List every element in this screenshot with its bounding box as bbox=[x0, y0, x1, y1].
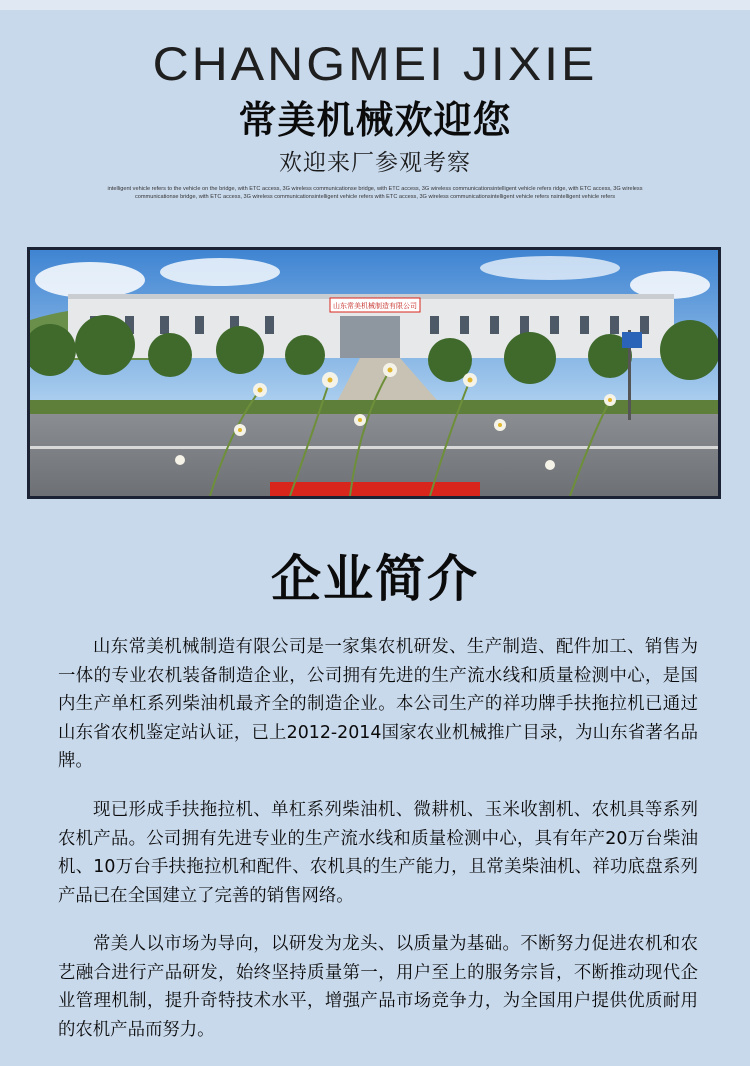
factory-gate bbox=[340, 316, 400, 358]
cloud bbox=[160, 258, 280, 286]
factory-photo-illustration bbox=[30, 250, 718, 496]
factory-sign-text: 山东常美机械制造有限公司 bbox=[333, 302, 417, 310]
cloud bbox=[35, 262, 145, 298]
road-marking bbox=[30, 446, 718, 449]
intro-paragraph-3: 常美人以市场为导向，以研发为龙头、以质量为基础。不断努力促进农机和农艺融合进行产品研发，始终坚持质量第一，用户至上的服务宗旨，不断推动现代企业管理机制，提升奇特技术水平，增强产品市场竞争力，为全国用户提供优质耐用的农机产品而努力。 bbox=[58, 934, 698, 1040]
factory-photo bbox=[27, 247, 721, 499]
cloud bbox=[480, 256, 620, 280]
road-sign bbox=[622, 332, 642, 348]
red-banner bbox=[270, 482, 480, 496]
decorative-filler-text: intelligent vehicle refers to the vehicle on the bridge, with ETC access, 3G wireless communicationse bridge, with ETC access, 3G wireless communicationsintelligent vehicle refers ridge, with ETC access, 3G wireless communicationse bridge, with ETC access, 3G wireless communicationsintelligent vehicle refers with ETC access, 3G wireless communicationsintelligent vehicle refers nsintelligent vehicle refers bbox=[107, 186, 643, 201]
brand-pinyin: CHANGMEI JIXIE bbox=[152, 37, 598, 91]
intro-paragraph-2: 现已形成手扶拖拉机、单杠系列柴油机、微耕机、玉米收割机、农机具等系列农机产品。公司拥有先进专业的生产流水线和质量检测中心，具有年产20万台柴油机、10万台手扶拖拉机和配件、农机具的生产能力，且常美柴油机、祥功底盘系列产品已在全国建立了完善的销售网络。 bbox=[58, 800, 698, 906]
top-strip bbox=[0, 0, 750, 10]
welcome-title: 常美机械欢迎您 bbox=[238, 98, 512, 142]
section-title: 企业简介 bbox=[271, 550, 479, 608]
welcome-subtitle: 欢迎来厂参观考察 bbox=[279, 150, 471, 176]
intro-paragraph-1: 山东常美机械制造有限公司是一家集农机研发、生产制造、配件加工、销售为一体的专业农机装备制造企业，公司拥有先进的生产流水线和质量检测中心，是国内生产单杠系列柴油机最齐全的制造企业。本公司生产的祥功牌手扶拖拉机已通过山东省农机鉴定站认证，已上2012-2014国家农业机械推广目录，为山东省著名品牌。 bbox=[58, 637, 698, 771]
